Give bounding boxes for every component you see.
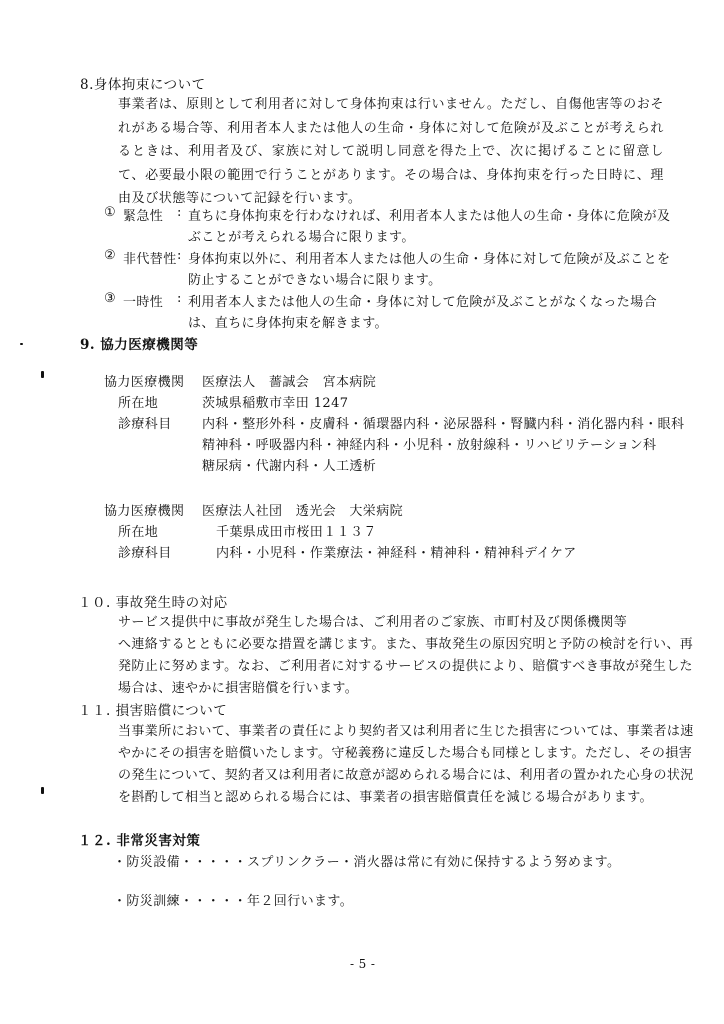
section-10-line: へ連絡するとともに必要な措置を講じます。また、事故発生の原因究明と予防の検討を行い、再	[118, 637, 694, 652]
institution-name: 医療法人 薔誠会 宮本病院	[202, 375, 377, 390]
section-9-heading: 9. 協力医療機関等	[80, 337, 199, 353]
label-departments: 診療科目	[118, 417, 172, 432]
section-11-line: 当事業所において、事業者の責任により契約者又は利用者に生じた損害については、事業者は速	[118, 724, 694, 739]
item-colon: :	[177, 205, 182, 220]
item-term: 一時性	[123, 295, 164, 310]
label-address: 所在地	[118, 396, 159, 411]
page-number: - 5 -	[350, 957, 376, 971]
label-address: 所在地	[118, 525, 159, 540]
section-11-line: の発生について、契約者又は利用者に故意が認められる場合には、利用者の置かれた心身の状況	[118, 768, 694, 783]
address: 茨城県稲敷市幸田 1247	[202, 396, 349, 411]
section-10-line: 発防止に努めます。なお、ご利用者に対するサービスの提供により、賠償すべき事故が発生した	[118, 659, 693, 674]
item-term: 非代替性	[123, 252, 177, 267]
address: 千葉県成田市桜田１１３７	[216, 525, 377, 540]
section-10-line: 場合は、速やかに損害賠償を行います。	[118, 681, 359, 696]
section-11-heading: １１. 損害賠償について	[78, 703, 228, 719]
item-number: ①	[104, 205, 117, 220]
scan-mark	[41, 371, 44, 378]
item-text-line: は、直ちに身体拘束を解きます。	[188, 316, 388, 331]
item-text-line: 身体拘束以外に、利用者本人または他人の生命・身体に対して危険が及ぶことを	[188, 252, 671, 267]
item-colon: :	[177, 248, 182, 263]
section-11-line: やかにその損害を賠償いたします。守秘義務に違反した場合も同様とします。ただし、その損害	[118, 746, 693, 761]
section-12-heading: １２. 非常災害対策	[78, 833, 201, 849]
item-text-line: 利用者本人または他人の生命・身体に対して危険が及ぶことがなくなった場合	[188, 295, 658, 310]
departments-line: 糖尿病・代謝内科・人工透析	[202, 459, 377, 474]
item-number: ③	[104, 291, 117, 306]
section-8-heading: 8.身体拘束について	[80, 77, 206, 93]
section-11-line: を斟酌して相当と認められる場合には、事業者の損害賠償責任を減じる場合があります。	[118, 790, 653, 805]
departments-line: 内科・整形外科・皮膚科・循環器内科・泌尿器科・腎臓内科・消化器内科・眼科	[202, 417, 685, 432]
section-10-line: サービス提供中に事故が発生した場合は、ご利用者のご家族、市町村及び関係機関等	[118, 615, 628, 630]
item-number: ②	[104, 248, 117, 263]
section-12-line: ・防災訓練・・・・・年２回行います。	[113, 894, 354, 909]
label-departments: 診療科目	[118, 546, 172, 561]
section-12-line: ・防災設備・・・・・スプリンクラー・消火器は常に有効に保持するよう努めます。	[113, 855, 621, 870]
scan-mark	[41, 787, 44, 794]
label-institution: 協力医療機関	[104, 504, 185, 519]
label-institution: 協力医療機関	[104, 375, 185, 390]
departments-line: 精神科・呼吸器内科・神経内科・小児科・放射線科・リハビリテーション科	[202, 438, 657, 453]
section-8-body: 事業者は、原則として利用者に対して身体拘束は行いません。ただし、自傷他害等のおそれがある場合等、利用者本人または他人の生命・身体に対して危険が及ぶことが考えられるときは、利用者及び、家族に対して説明し同意を得た上で、次に掲げることに留意して、必要最小限の範囲で行うことがあります。その場合は、身体拘束を行った日時に、理由及び状態等について記録を行います。	[118, 97, 664, 206]
item-text-line: 直ちに身体拘束を行わなければ、利用者本人または他人の生命・身体に危険が及	[188, 209, 671, 224]
departments-line: 内科・小児科・作業療法・神経科・精神科・精神科デイケア	[216, 546, 577, 561]
section-10-heading: １０. 事故発生時の対応	[78, 595, 228, 611]
item-text-line: ぶことが考えられる場合に限ります。	[188, 230, 415, 245]
scan-mark	[20, 343, 23, 345]
item-text-line: 防止することができない場合に限ります。	[188, 273, 442, 288]
institution-name: 医療法人社団 透光会 大栄病院	[202, 504, 404, 519]
item-colon: :	[177, 291, 182, 306]
item-term: 緊急性	[123, 209, 164, 224]
